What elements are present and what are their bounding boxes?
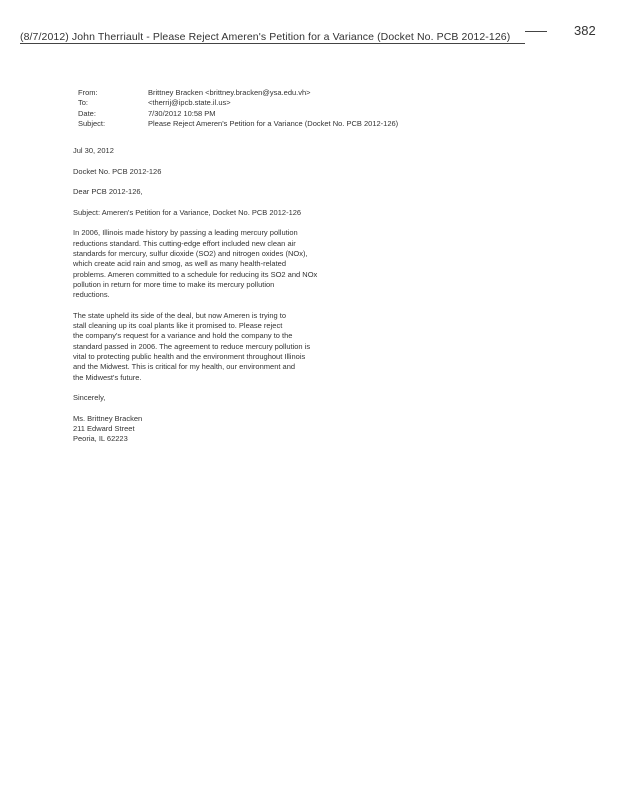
date-row <box>78 109 398 119</box>
paragraph-line: reductions. <box>73 290 110 300</box>
subject-label: Subject: <box>78 118 106 128</box>
letter-docket: Docket No. PCB 2012-126 <box>73 166 162 176</box>
paragraph-line: reductions standard. This cutting-edge effort included new clean air <box>73 238 296 248</box>
document-title: (8/7/2012) John Therriault - Please Reject Ameren's Petition for a Variance (Docket No. PCB 2012-126) <box>20 31 511 43</box>
paragraph-1 <box>73 228 363 300</box>
page-number: 382 <box>574 23 596 38</box>
from-row <box>78 88 398 98</box>
from-label: From: <box>78 88 98 97</box>
letter-subject-line: Subject: Ameren's Petition for a Variance, Docket No. PCB 2012-126 <box>73 207 302 217</box>
paragraph-line: which create acid rain and smog, as well as many health-related <box>73 259 287 269</box>
paragraph-line: standards for mercury, sulfur dioxide (SO2) and nitrogen oxides (NOx), <box>73 248 308 258</box>
header-rule-top-right <box>525 31 547 32</box>
date-label: Date: <box>78 108 96 118</box>
subject-row <box>78 119 398 129</box>
paragraph-2 <box>73 311 363 383</box>
signature-name: Ms. Brittney Bracken <box>73 413 143 423</box>
paragraph-line: problems. Ameren committed to a schedule for reducing its SO2 and NOx <box>73 269 318 279</box>
letter-date: Jul 30, 2012 <box>73 146 114 155</box>
from-value: Brittney Bracken <brittney.bracken@ysa.edu.vh> <box>148 88 311 97</box>
to-value: <therrij@ipcb.state.il.us> <box>148 98 231 108</box>
paragraph-line: The state upheld its side of the deal, but now Ameren is trying to <box>73 310 287 320</box>
letter-body <box>73 146 363 455</box>
paragraph-line: stall cleaning up its coal plants like it promised to. Please reject <box>73 321 283 331</box>
paragraph-line: the Midwest's future. <box>73 372 142 382</box>
paragraph-line: vital to protecting public health and the environment throughout Illinois <box>73 351 306 361</box>
signature-city: Peoria, IL 62223 <box>73 434 128 444</box>
to-row <box>78 98 398 108</box>
paragraph-line: the company's request for a variance and hold the company to the <box>73 331 293 341</box>
to-label: To: <box>78 98 89 108</box>
signature-street: 211 Edward Street <box>73 424 135 434</box>
email-metadata <box>78 88 398 129</box>
paragraph-line: and the Midwest. This is critical for my health, our environment and <box>73 362 296 372</box>
letter-salutation: Dear PCB 2012-126, <box>73 187 143 197</box>
letter-closing: Sincerely, <box>73 393 106 403</box>
subject-value: Please Reject Ameren's Petition for a Variance (Docket No. PCB 2012-126) <box>148 118 399 128</box>
paragraph-line: pollution in return for more time to make its mercury pollution <box>73 279 275 289</box>
paragraph-line: In 2006, Illinois made history by passing a leading mercury pollution <box>73 228 298 238</box>
header-rule-left <box>20 43 525 44</box>
signature-block <box>73 414 363 445</box>
date-value: 7/30/2012 10:58 PM <box>148 108 216 118</box>
paragraph-line: standard passed in 2006. The agreement to reduce mercury pollution is <box>73 341 311 351</box>
